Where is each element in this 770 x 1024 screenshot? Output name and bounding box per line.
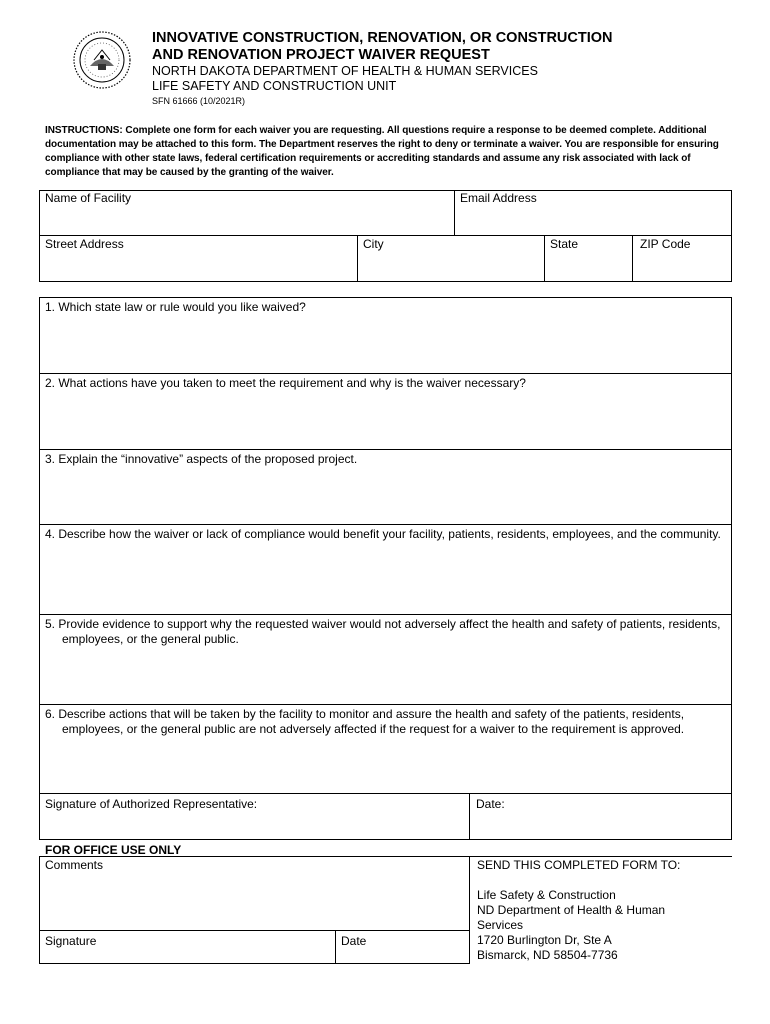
office-signature-label: Signature [45, 934, 97, 948]
address-line: Life Safety & Construction [477, 888, 616, 902]
form-header [152, 30, 752, 107]
send-to-divider [469, 856, 732, 857]
send-to-heading: SEND THIS COMPLETED FORM TO: [477, 858, 681, 872]
office-use-title: FOR OFFICE USE ONLY [45, 843, 182, 857]
state-seal-icon [72, 30, 132, 90]
form-title-line1: INNOVATIVE CONSTRUCTION, RENOVATION, OR CONSTRUCTION [152, 30, 613, 46]
zip-code-label: ZIP Code [640, 237, 691, 251]
instructions-text: INSTRUCTIONS: Complete one form for each waiver you are requesting. All questions require a response to be deemed complete. Additional documentation may be attached to this form. The Department reserves the right to deny or terminate a waiver. You are responsible for ensuring compliance with other state laws, federal certification requirements or accrediting standards and assume any risk associated with lack of compliance that may be caused by the granting of the waiver. [45, 125, 719, 178]
question-3-label: 3. Explain the “innovative” aspects of the proposed project. [45, 452, 358, 466]
signature-label: Signature of Authorized Representative: [45, 797, 258, 811]
office-comments-field[interactable] [39, 856, 470, 931]
form-number: SFN 61666 (10/2021R) [152, 96, 246, 106]
office-comments-label: Comments [45, 858, 104, 872]
city-label: City [363, 237, 384, 251]
question-6-label: 6. Describe actions that will be taken by the facility to monitor and assure the health and safety of the patients, residents, employees, or the general public are not adversely affected if the request for a waiver to the requirement is approved. [45, 707, 685, 736]
address-line: ND Department of Health & Human [477, 903, 666, 917]
state-label: State [550, 237, 579, 251]
signature-date-label: Date: [476, 797, 505, 811]
question-5-label: 5. Provide evidence to support why the requested waiver would not adversely affect the health and safety of patients, residents, employees, or the general public. [45, 617, 721, 646]
unit-name: LIFE SAFETY AND CONSTRUCTION UNIT [152, 79, 397, 93]
address-line: Services [477, 918, 524, 932]
office-date-label: Date [341, 934, 367, 948]
city-field[interactable] [357, 235, 545, 282]
question-4-label: 4. Describe how the waiver or lack of compliance would benefit your facility, patients, residents, employees, and the community. [45, 527, 721, 541]
street-address-label: Street Address [45, 237, 124, 251]
facility-name-label: Name of Facility [45, 191, 132, 205]
address-line: Bismarck, ND 58504-7736 [477, 948, 618, 962]
form-title-line2: AND RENOVATION PROJECT WAIVER REQUEST [152, 47, 490, 63]
department-name: NORTH DAKOTA DEPARTMENT OF HEALTH & HUMAN SERVICES [152, 64, 538, 78]
mailing-address [477, 888, 717, 963]
question-1-label: 1. Which state law or rule would you like waived? [45, 300, 306, 314]
question-2-label: 2. What actions have you taken to meet the requirement and why is the waiver necessary? [45, 376, 526, 390]
address-line: 1720 Burlington Dr, Ste A [477, 933, 612, 947]
email-label: Email Address [460, 191, 537, 205]
signature-date-field[interactable] [469, 793, 732, 840]
